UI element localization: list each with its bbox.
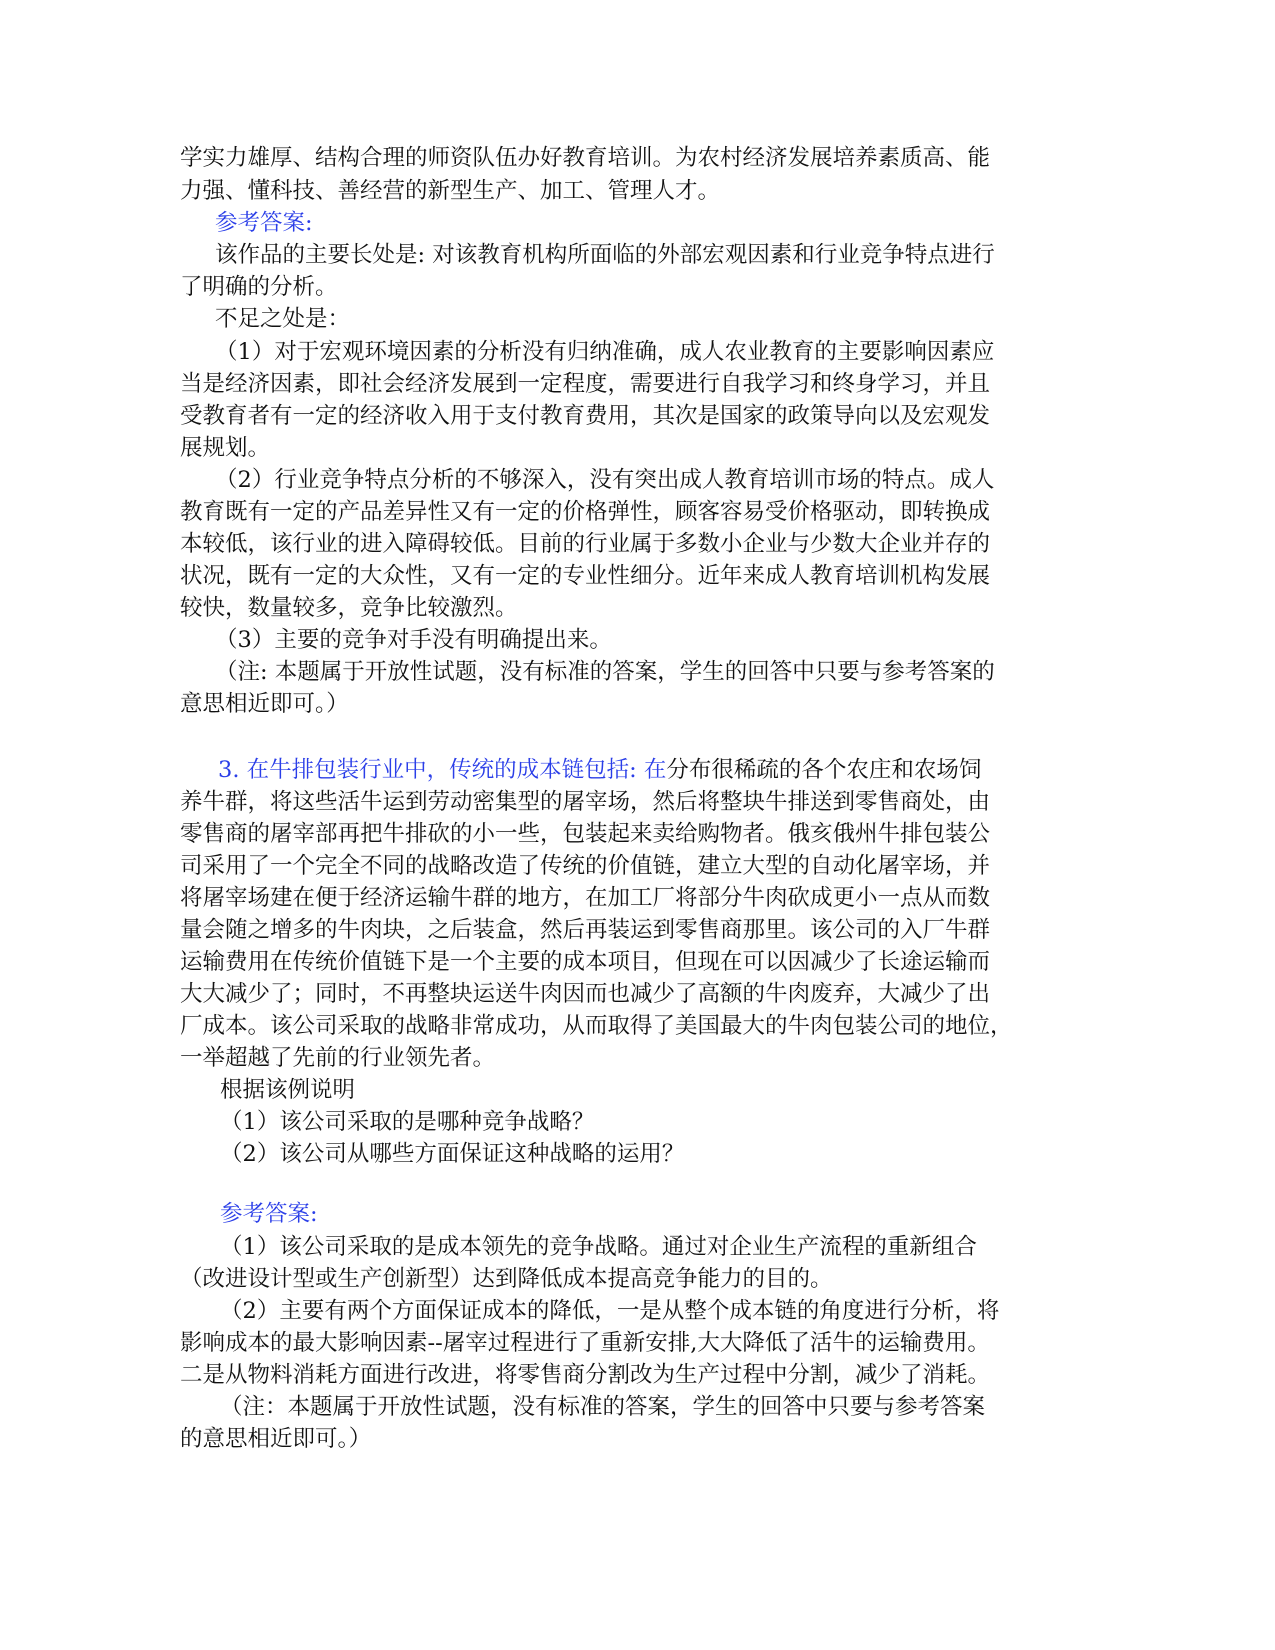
answer-3-a2-line-3: 二是从物料消耗方面进行改进，将零售商分割改为生产过程中分割，减少了消耗。 [180,1362,991,1388]
answer-heading: 参考答案: [215,210,313,236]
question-3-sub-1: （1）该公司采取的是哪种竞争战略？ [220,1109,595,1135]
answer-3-note-line-1: （注：本题属于开放性试题，没有标准的答案，学生的回答中只要与参考答案 [220,1394,986,1420]
question-3-body-line-7: 大大减少了；同时，不再整块运送牛肉因而也减少了高额的牛肉废弃，大减少了出 [180,981,991,1007]
answer-strength-line-1: 该作品的主要长处是: 对该教育机构所面临的外部宏观因素和行业竞争特点进行 [215,242,995,268]
answer-strength-line-2: 了明确的分析。 [180,274,338,300]
question-3-lead: 3. 在牛排包装行业中，传统的成本链包括: 在 [218,757,667,783]
answer-3-heading: 参考答案: [220,1201,318,1227]
question-3-body-line-4: 将屠宰场建在便于经济运输牛群的地方，在加工厂将部分牛肉砍成更小一点从而数 [180,885,991,911]
question-3-body-line-6: 运输费用在传统价值链下是一个主要的成本项目，但现在可以因减少了长途运输而 [180,949,991,975]
question-3-line-1 [218,754,1038,786]
answer-3-a1-line-1: （1）该公司采取的是成本领先的竞争战略。通过对企业生产流程的重新组合 [220,1234,977,1260]
question-3-body-line-2: 零售商的屠宰部再把牛排砍的小一些，包装起来卖给购物者。俄亥俄州牛排包装公 [180,821,991,847]
point-1-line-2: 当是经济因素，即社会经济发展到一定程度，需要进行自我学习和终身学习，并且 [180,371,991,397]
question-3-prompt: 根据该例说明 [220,1077,356,1103]
question-3-sub-2: （2）该公司从哪些方面保证这种战略的运用？ [220,1141,685,1167]
answer-3-a2-line-2: 影响成本的最大影响因素--屠宰过程进行了重新安排,大大降低了活牛的运输费用。 [180,1330,990,1356]
answer-3-a2-line-1: （2）主要有两个方面保证成本的降低，一是从整个成本链的角度进行分析，将 [220,1298,1000,1324]
point-2-line-5: 较快，数量较多，竞争比较激烈。 [180,595,518,621]
question-3-body-line-8: 厂成本。该公司采取的战略非常成功，从而取得了美国最大的牛肉包装公司的地位， [180,1013,1013,1039]
point-2-line-3: 本较低，该行业的进入障碍较低。目前的行业属于多数小企业与少数大企业并存的 [180,531,991,557]
question-3-body-line-9: 一举超越了先前的行业领先者。 [180,1045,496,1071]
intro-line-1: 学实力雄厚、结构合理的师资队伍办好教育培训。为农村经济发展培养素质高、能 [180,145,991,171]
answer-3-a1-line-2: （改进设计型或生产创新型）达到降低成本提高竞争能力的目的。 [180,1266,833,1292]
point-1-line-4: 展规划。 [180,435,271,461]
point-1-line-1: （1）对于宏观环境因素的分析没有归纳准确，成人农业教育的主要影响因素应 [215,339,995,365]
answer-note-line-2: 意思相近即可。） [180,691,349,717]
answer-3-note-line-2: 的意思相近即可。） [180,1426,372,1452]
point-3-line: （3）主要的竞争对手没有明确提出来。 [215,627,612,653]
question-3-body-line-3: 司采用了一个完全不同的战略改造了传统的价值链，建立大型的自动化屠宰场，并 [180,853,991,879]
point-2-line-4: 状况，既有一定的大众性，又有一定的专业性细分。近年来成人教育培训机构发展 [180,563,991,589]
point-2-line-1: （2）行业竞争特点分析的不够深入，没有突出成人教育培训市场的特点。成人 [215,467,995,493]
point-1-line-3: 受教育者有一定的经济收入用于支付教育费用，其次是国家的政策导向以及宏观发 [180,403,991,429]
point-2-line-2: 教育既有一定的产品差异性又有一定的价格弹性，顾客容易受价格驱动，即转换成 [180,499,991,525]
weakness-title: 不足之处是： [215,306,351,332]
question-3-body-line-5: 量会随之增多的牛肉块，之后装盒，然后再装运到零售商那里。该公司的入厂牛群 [180,917,991,943]
answer-note-line-1: （注: 本题属于开放性试题，没有标准的答案，学生的回答中只要与参考答案的 [215,659,995,685]
question-3-lead-rest: 分布很稀疏的各个农庄和农场饲 [666,757,982,783]
intro-line-2: 力强、懂科技、善经营的新型生产、加工、管理人才。 [180,178,721,204]
question-3-body-line-1: 养牛群，将这些活牛运到劳动密集型的屠宰场，然后将整块牛排送到零售商处，由 [180,789,991,815]
